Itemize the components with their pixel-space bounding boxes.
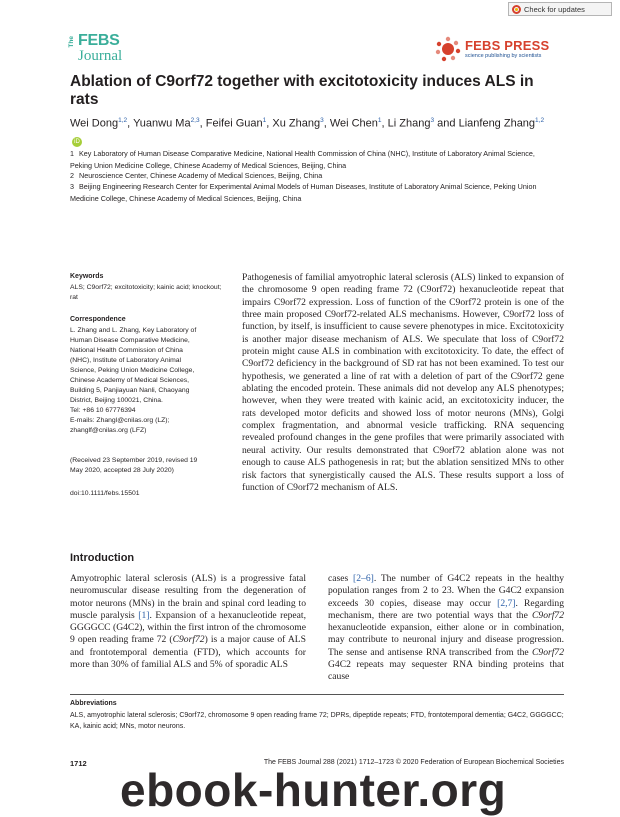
introduction-column-left xyxy=(70,573,306,671)
correspondence-line: L. Zhang and L. Zhang, Key Laboratory of xyxy=(70,327,197,334)
correspondence-line: Science, Peking Union Medicine College, xyxy=(70,367,195,374)
intro-text: G4C2 repeats may sequester RNA binding proteins that cause xyxy=(328,659,564,683)
febs-journal-logo xyxy=(68,32,138,66)
febs-press-name: FEBS PRESS xyxy=(465,38,550,53)
affiliation-2 xyxy=(70,170,555,182)
gene-name: C9orf72 xyxy=(172,634,205,646)
intro-text: Amyotrophic lateral sclerosis (ALS) is a progressive fatal neuromuscular disease resulting from the degeneration of motor neurons (MNs) in the brain and spinal cord leading to muscle paralysis xyxy=(70,573,306,621)
affiliation-number: 3 xyxy=(70,182,74,191)
gene-name: C9orf72 xyxy=(532,646,564,658)
correspondence-phone: Tel: +86 10 67776394 xyxy=(70,407,136,414)
correspondence-block xyxy=(70,326,230,436)
citation-link[interactable]: [2,7] xyxy=(497,597,516,609)
affiliation-text: Key Laboratory of Human Disease Comparative Medicine, National Health Commission of China (NHC), Institute of Laboratory Animal Science, Peking Union Medicine College, Chinese Academy of Medical Sciences, Beijing, China xyxy=(70,149,535,170)
author-name[interactable]: Wei Dong xyxy=(70,117,119,130)
affiliation-number: 2 xyxy=(70,171,74,180)
author-name[interactable]: Lianfeng Zhang xyxy=(458,117,536,130)
intro-text: hexanucleotide expansion, either alone or in combination, may contribute to neuronal injury and disease progression. The sense and antisense RNA transcribed from the xyxy=(328,622,564,658)
correspondence-email[interactable]: E-mails: Zhangl@cnilas.org (LZ); xyxy=(70,417,170,424)
febs-press-logo xyxy=(435,36,555,64)
logo-the: The xyxy=(68,36,75,48)
author-affiliation-marker[interactable]: 1 xyxy=(262,117,267,124)
authors-and: and xyxy=(437,117,456,130)
intro-text: cases xyxy=(328,573,354,584)
intro-text: . Regarding mechanism, there are two potential ways that the xyxy=(328,597,564,621)
author-affiliation-marker[interactable]: 2,3 xyxy=(190,117,200,124)
history-line: May 2020, accepted 28 July 2020) xyxy=(70,467,174,474)
abstract-text: Pathogenesis of familial amyotrophic lateral sclerosis (ALS) linked to expansion of the chromosome 9 open reading frame 72 (C9orf72) hexanucleotide repeat that impairs C9orf72 expression. Loss of function of the C9orf72 protein is one of the three main proposed C9orf72-related ALS mechanisms. However, C9orf72 loss of function, by itself, is insufficient to cause severe phenotypes in mice. Excitotoxicity is another major disease mechanism of ALS. We speculate that loss of C9orf72 protein might cause ALS in combination with excitotoxicity. To date, the effect of C9orf72 deficiency in the background of SD rat has not been examined. To test our hypothesis, we generated a line of rat with a deletion of part of the C9orf72 gene ablating the encoded protein. These animals did not develop any ALS phenotypes; however, when they were treated with kainic acid, an excitotoxicity inducer, the rats developed motor deficits and showed loss of motor neurons (MNs), Golgi complex fragmentation, and abnormal vesicle trafficking. RNA sequencing revealed profound changes in the gene profiles that were primarily associated with neural activity. Our results demonstrated that C9orf72 ablation alone was not enough to cause ALS pathogenesis in rat; but the ablation sensitized MNs to other risk factors that synergistically caused the ALS. These results support a loss of function of C9orf72 mechanism of ALS. xyxy=(242,272,564,493)
check-for-updates-label: Check for updates xyxy=(524,4,585,14)
logo-journal: Journal xyxy=(78,48,123,64)
author-affiliation-marker[interactable]: 1,2 xyxy=(535,117,545,124)
history-line: (Received 23 September 2019, revised 19 xyxy=(70,457,198,464)
febs-press-dots-icon xyxy=(435,36,461,62)
affiliation-text: Beijing Engineering Research Center for Experimental Animal Models of Human Diseases, Institute of Laboratory Animal Science, Peking Union Medicine College, Chinese Academy of Medical Sciences, Beijing, China xyxy=(70,182,537,203)
author-affiliation-marker[interactable]: 3 xyxy=(320,117,324,124)
author-name[interactable]: Yuanwu Ma xyxy=(133,117,191,130)
introduction-heading: Introduction xyxy=(70,552,135,564)
author-affiliation-marker[interactable]: 3 xyxy=(430,117,435,124)
intro-text: ) is a major cause of ALS and frontotemporal dementia (FTD), which accounts for more than 30% of familial ALS and 5% of sporadic ALS xyxy=(70,634,306,671)
check-for-updates-button[interactable] xyxy=(508,2,612,16)
correspondence-email[interactable]: zhanglf@cnilas.org (LFZ) xyxy=(70,427,147,434)
correspondence-line: Building 5, Panjiayuan Nanli, Chaoyang xyxy=(70,387,190,394)
febs-press-tagline: science publishing by scientists xyxy=(465,53,542,59)
correspondence-line: Chinese Academy of Medical Sciences, xyxy=(70,377,190,384)
crossmark-icon xyxy=(512,5,521,14)
logo-febs: FEBS xyxy=(78,32,120,49)
author-list: Wei Dong$^{1,2}$, Yuanwu Ma$^{2,3}$, Feifei Guan$^1$, Xu Zhang$^3$, Wei Chen$^1$, Li Zhang$^3$ and Lianfeng Zhang$^{1,2}$iD xyxy=(70,117,545,145)
correspondence-line: Human Disease Comparative Medicine, xyxy=(70,337,190,344)
watermark: ebook-hunter.org xyxy=(120,764,507,816)
abbreviations-text: ALS, amyotrophic lateral sclerosis; C9orf72, chromosome 9 open reading frame 72; DPRs, dipeptide repeats; FTD, frontotemporal dementia; G4C2, GGGGCC; KA, kainic acid; MNs, motor neurons. xyxy=(70,712,564,730)
affiliation-1 xyxy=(70,148,555,171)
keywords-text: ALS; C9orf72; excitotoxicity; kainic acid; knockout; rat xyxy=(70,284,222,301)
correspondence-heading: Correspondence xyxy=(70,316,126,323)
article-title: Ablation of C9orf72 together with excitotoxicity induces ALS in rats xyxy=(70,73,534,108)
footer-citation: The FEBS Journal 288 (2021) 1712–1723 © 2020 Federation of European Biochemical Societies xyxy=(263,759,564,766)
author-affiliation-marker[interactable]: 1 xyxy=(377,117,382,124)
correspondence-line: (NHC), Institute of Laboratory Animal xyxy=(70,357,182,364)
doi[interactable]: doi:10.1111/febs.15501 xyxy=(70,490,140,497)
citation-link[interactable]: [1] xyxy=(138,609,150,621)
author-name[interactable]: Xu Zhang xyxy=(272,117,321,130)
keywords-heading: Keywords xyxy=(70,273,104,280)
gene-name: C9orf72 xyxy=(532,609,564,621)
section-divider xyxy=(70,694,564,695)
affiliation-text: Neuroscience Center, Chinese Academy of Medical Sciences, Beijing, China xyxy=(79,171,323,180)
correspondence-line: District, Beijing 100021, China. xyxy=(70,397,163,404)
received-history xyxy=(70,456,230,476)
citation-link[interactable]: [2–6] xyxy=(353,573,374,584)
page-number: 1712 xyxy=(70,759,87,768)
intro-text: . Expansion of a hexanucleotide repeat, GGGGCC (G4C2), within the first intron of the chromosome 9 open reading frame 72 ( xyxy=(70,609,307,646)
author-name[interactable]: Li Zhang xyxy=(387,117,431,130)
correspondence-line: National Health Commission of China xyxy=(70,347,183,354)
introduction-column-right xyxy=(328,573,564,684)
affiliation-number: 1 xyxy=(70,149,74,158)
abbreviations-heading: Abbreviations xyxy=(70,700,117,707)
affiliation-3 xyxy=(70,181,555,204)
intro-text: . The number of G4C2 repeats in the healthy population ranges from 2 to 23. When the G4C2 expansion exceeds 30 copies, disease may occur xyxy=(328,573,565,609)
author-affiliation-marker[interactable]: 1,2 xyxy=(118,117,128,124)
author-name[interactable]: Wei Chen xyxy=(329,117,378,130)
author-name[interactable]: Feifei Guan xyxy=(205,117,263,130)
orcid-icon[interactable]: iD xyxy=(72,137,82,147)
